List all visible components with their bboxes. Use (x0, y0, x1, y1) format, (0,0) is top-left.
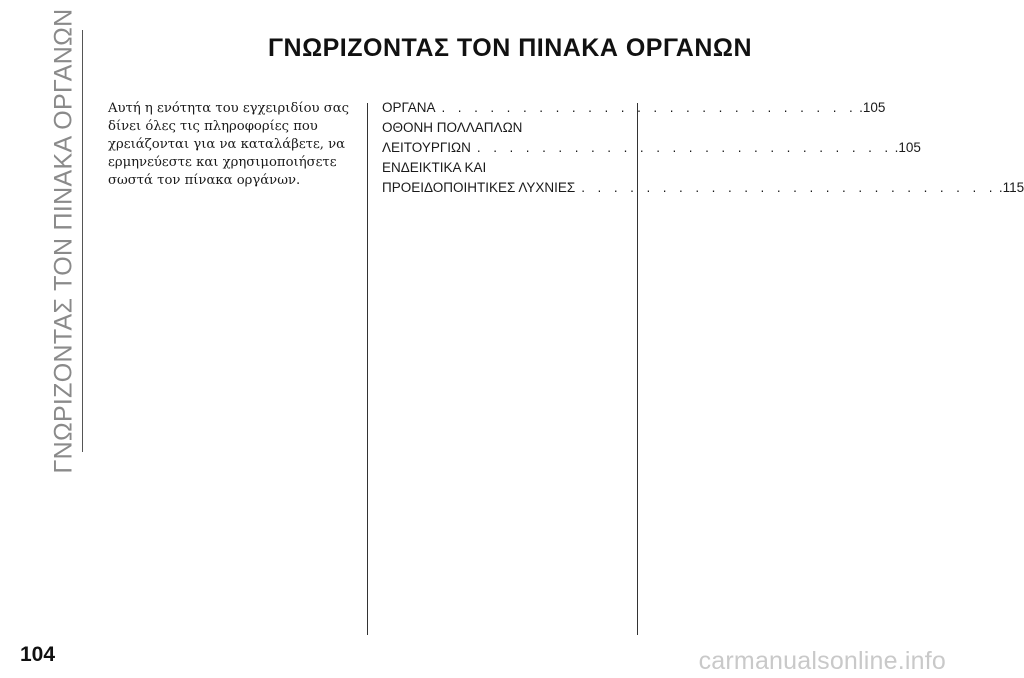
toc-leader-dots: . . . . . . . . . . . . . . . . . . . . . . . . . . (476, 140, 893, 155)
side-tab (46, 8, 83, 474)
toc-label: ΛΕΙΤΟΥΡΓΙΩΝ (382, 140, 471, 155)
page-number: 104 (20, 643, 56, 666)
toc-entry-multifunction-display[interactable] (382, 118, 628, 138)
toc-label: ΠΡΟΕΙΔΟΠΟΙΗΤΙΚΕΣ ΛΥΧΝΙΕΣ (382, 180, 576, 195)
toc-entry-warning-lights-cont[interactable] (382, 178, 1024, 198)
column-divider-left (367, 103, 368, 635)
toc-leader-dots: . . . . . . . . . . . . . . . . . . . . . . . . . . (441, 100, 858, 115)
intro-line: χρειάζονται για να καταλάβετε, να (108, 137, 346, 152)
toc-page-number: .105 (894, 140, 921, 155)
toc-page-number: .115 (998, 180, 1024, 195)
toc-label: ΕΝΔΕΙΚΤΙΚΑ ΚΑΙ (382, 160, 487, 175)
toc-leader-dots: . . . . . . . . . . . . . . . . . . . . . . . . . . (581, 180, 997, 195)
toc-entry-instruments[interactable] (382, 98, 886, 118)
toc-label: ΟΡΓΑΝΑ (382, 100, 436, 115)
toc-entry-multifunction-display-cont[interactable] (382, 138, 921, 158)
toc-page-number: .105 (859, 100, 886, 115)
intro-line: Αυτή η ενότητα του εγχειριδίου σας (108, 101, 350, 116)
intro-paragraph (108, 100, 358, 190)
intro-line: δίνει όλες τις πληροφορίες που (108, 119, 318, 134)
toc-entry-warning-lights[interactable] (382, 158, 628, 178)
side-tab-text: ΓΝΩΡΙΖΟΝΤΑΣ ΤΟΝ ΠΙΝΑΚΑ ΟΡΓΑΝΩΝ (49, 8, 78, 474)
intro-line: ερμηνεύεστε και χρησιμοποιήσετε (108, 155, 337, 170)
page-title: ΓΝΩΡΙΖΟΝΤΑΣ ΤΟΝ ΠΙΝΑΚΑ ΟΡΓΑΝΩΝ (268, 34, 752, 62)
intro-line: σωστά τον πίνακα οργάνων. (108, 173, 301, 188)
table-of-contents (382, 98, 1024, 198)
toc-label: ΟΘΟΝΗ ΠΟΛΛΑΠΛΩΝ (382, 120, 523, 135)
watermark: carmanualsonline.info (698, 647, 946, 675)
